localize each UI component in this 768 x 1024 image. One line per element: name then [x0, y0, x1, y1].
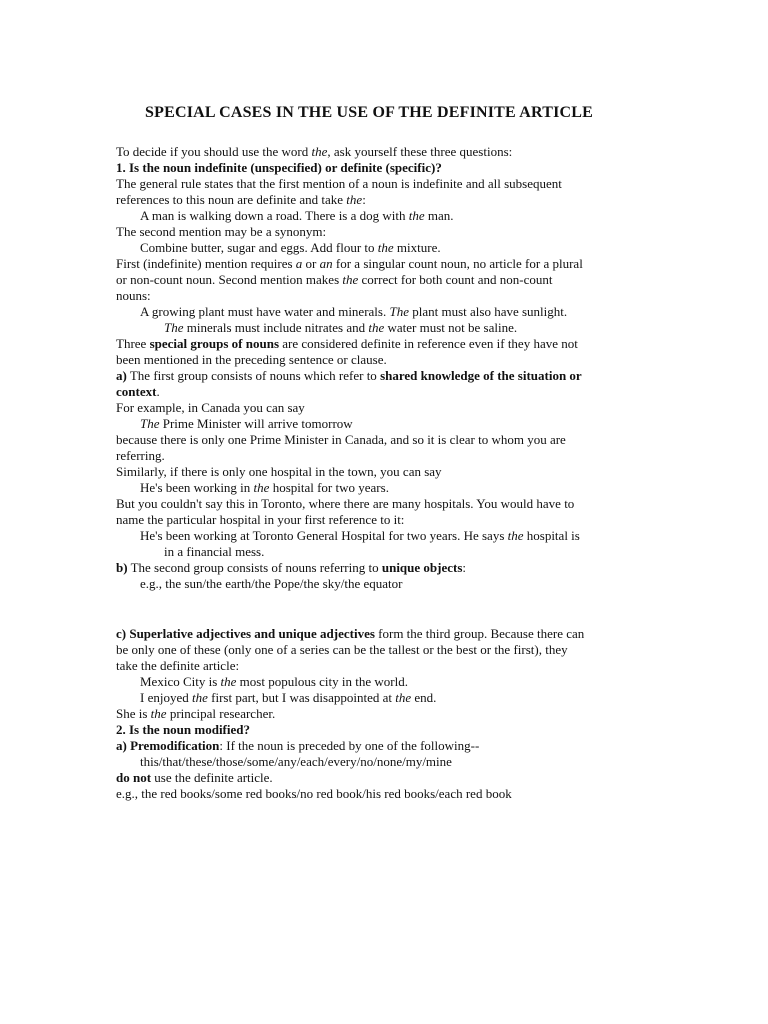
premodification-line: a) Premodification: If the noun is preceded by one of the following--	[116, 738, 480, 753]
text-line: or non-count noun. Second mention makes the correct for both count and non-count	[116, 272, 553, 287]
example-line: The minerals must include nitrates and the water must not be saline.	[164, 320, 518, 335]
question-2-heading: 2. Is the noun modified?	[116, 722, 250, 737]
example-line: I enjoyed the first part, but I was disappointed at the end.	[140, 690, 437, 705]
example-line: e.g., the red books/some red books/no red book/his red books/each red book	[116, 786, 512, 801]
text-line: references to this noun are definite and take the:	[116, 192, 366, 207]
group-c-line: c) Superlative adjectives and unique adjectives form the third group. Because there can	[116, 626, 585, 641]
text-line: be only one of these (only one of a series can be the tallest or the best or the first), they	[116, 642, 568, 657]
group-a-line: a) The first group consists of nouns which refer to shared knowledge of the situation or	[116, 368, 582, 383]
determiner-list: this/that/these/those/some/any/each/every/no/none/my/mine	[140, 754, 452, 769]
example-line: He's been working at Toronto General Hospital for two years. He says the hospital is	[140, 528, 580, 543]
group-a-line: context.	[116, 384, 160, 399]
example-line: A man is walking down a road. There is a dog with the man.	[140, 208, 454, 223]
example-line: He's been working in the hospital for two years.	[140, 480, 389, 495]
example-line: She is the principal researcher.	[116, 706, 276, 721]
text-line: But you couldn't say this in Toronto, where there are many hospitals. You would have to	[116, 496, 575, 511]
text-line: take the definite article:	[116, 658, 240, 673]
intro-line: To decide if you should use the word the, ask yourself these three questions:	[116, 144, 513, 159]
example-line: e.g., the sun/the earth/the Pope/the sky/the equator	[140, 576, 403, 591]
text-line: been mentioned in the preceding sentence or clause.	[116, 352, 387, 367]
example-line: Combine butter, sugar and eggs. Add flour to the mixture.	[140, 240, 441, 255]
text-line: nouns:	[116, 288, 151, 303]
text-line: Similarly, if there is only one hospital in the town, you can say	[116, 464, 442, 479]
text-line: Three special groups of nouns are considered definite in reference even if they have not	[116, 336, 578, 351]
text-line: For example, in Canada you can say	[116, 400, 305, 415]
example-line: in a financial mess.	[164, 544, 265, 559]
page-title: SPECIAL CASES IN THE USE OF THE DEFINITE ARTICLE	[145, 104, 593, 121]
text-line: The general rule states that the first mention of a noun is indefinite and all subsequent	[116, 176, 562, 191]
example-line: A growing plant must have water and minerals. The plant must also have sunlight.	[140, 304, 568, 319]
text-line: First (indefinite) mention requires a or an for a singular count noun, no article for a plural	[116, 256, 583, 271]
text-line: do not use the definite article.	[116, 770, 273, 785]
text-line: because there is only one Prime Minister in Canada, and so it is clear to whom you are	[116, 432, 566, 447]
group-b-line: b) The second group consists of nouns referring to unique objects:	[116, 560, 467, 575]
question-1-heading: 1. Is the noun indefinite (unspecified) or definite (specific)?	[116, 160, 442, 175]
example-line: Mexico City is the most populous city in the world.	[140, 674, 408, 689]
text-line: name the particular hospital in your first reference to it:	[116, 512, 405, 527]
example-line: The Prime Minister will arrive tomorrow	[140, 416, 353, 431]
text-line: referring.	[116, 448, 165, 463]
text-line: The second mention may be a synonym:	[116, 224, 327, 239]
